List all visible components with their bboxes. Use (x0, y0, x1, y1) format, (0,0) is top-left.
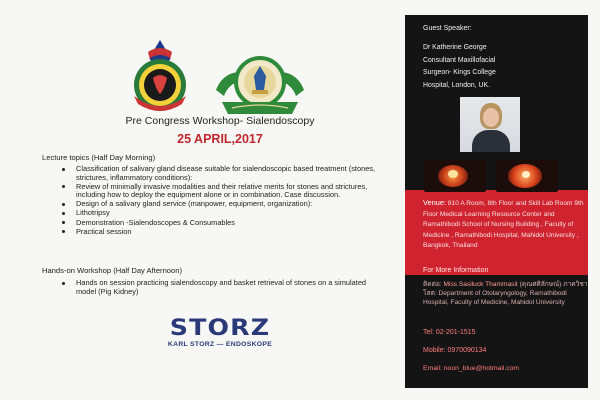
list-item (62, 165, 382, 182)
list-item-text: Demonstration -Sialendoscopes & Consumables (76, 217, 235, 227)
endoscopy-image-2 (496, 160, 558, 192)
bullet-icon (62, 203, 65, 206)
contact-dept: Department of Otolaryngology, Ramathibodi Hospital, Faculty of Medicine, Mahidol University (423, 290, 567, 306)
bullet-icon (62, 168, 65, 171)
workshop-date: 25 APRIL,2017 (177, 132, 263, 146)
venue-text: 810 A Room, 8th Floor and Skill Lab Room 9th Floor Medical Learning Resource Center and Ramathibodi School of Nursing Building , Faculty of Medicine , Ramathibodi Hospital, Mahidol University , Bangkok, Thailand (423, 200, 584, 249)
list-item-text: Design of a salivary gland service (manpower, equipment, organization): (76, 199, 313, 209)
speaker-line: Consultant Maxillofacial (423, 56, 496, 64)
contact-name-thai: (คุณศศิลักษณ์) (519, 281, 562, 288)
bullet-icon (62, 221, 65, 224)
contact-details (423, 280, 588, 307)
lecture-heading: Lecture topics (Half Day Morning) (42, 153, 156, 162)
bullet-icon (62, 230, 65, 233)
venue-label: Venue: (423, 198, 447, 207)
bullet-icon (62, 185, 65, 188)
speaker-line: Surgeon- Kings College (423, 69, 496, 76)
speaker-line: Hospital, London, UK. (423, 81, 491, 89)
list-item-text: Hands on session practicing sialendoscopy and basket retrieval of stones on a simulated model (Pig Kidney) (76, 278, 367, 296)
lecture-list (62, 165, 382, 237)
contact-email: Email: noon_blue@hotmail.com (423, 365, 520, 372)
list-item (62, 200, 382, 209)
contact-name: Miss Sasiluck Thammasit (443, 281, 518, 288)
list-item (62, 228, 382, 237)
contact-name-prefix: ติดต่อ: (423, 281, 442, 288)
bullet-icon (62, 282, 65, 285)
venue-details (423, 198, 588, 252)
speaker-line: Dr Katherine George (423, 44, 487, 51)
bullet-icon (62, 212, 65, 215)
more-info-heading: For More Information (423, 267, 489, 274)
contact-tel: Tel: 02-201-1515 (423, 329, 476, 336)
society-crest-logo (120, 38, 200, 113)
handson-heading: Hands-on Workshop (Half Day Afternoon) (42, 266, 182, 275)
list-item (62, 279, 382, 296)
contact-mobile: Mobile: 0970090134 (423, 347, 487, 354)
speaker-photo (460, 97, 520, 152)
storz-logo (150, 318, 290, 354)
storz-brand: STORZ (169, 316, 271, 341)
storz-subline: KARL STORZ — ENDOSKOPE (167, 341, 273, 348)
list-item-text: Review of minimally invasive modalities and their relative merits for stones and strictures, including how to deploy the equipment alone or in combination. Case discussion. (76, 181, 368, 200)
workshop-title: Pre Congress Workshop- Sialendoscopy (125, 115, 315, 127)
list-item (62, 183, 382, 200)
guest-speaker-label: Guest Speaker: (423, 25, 472, 32)
hospital-emblem-logo (212, 50, 308, 120)
handson-list (62, 279, 382, 297)
endoscopy-image-1 (424, 160, 486, 192)
list-item-text: Classification of salivary gland disease suitable for sialendoscopic based treatment (stones, strictures, inflammatory conditions): (76, 164, 376, 182)
contact-dept-prefix: ภาควิชาโสต: (423, 281, 588, 297)
list-item-text: Lithotripsy (76, 208, 110, 218)
list-item-text: Practical session (76, 226, 132, 236)
speaker-details (423, 42, 573, 92)
institution-logos (120, 38, 320, 118)
